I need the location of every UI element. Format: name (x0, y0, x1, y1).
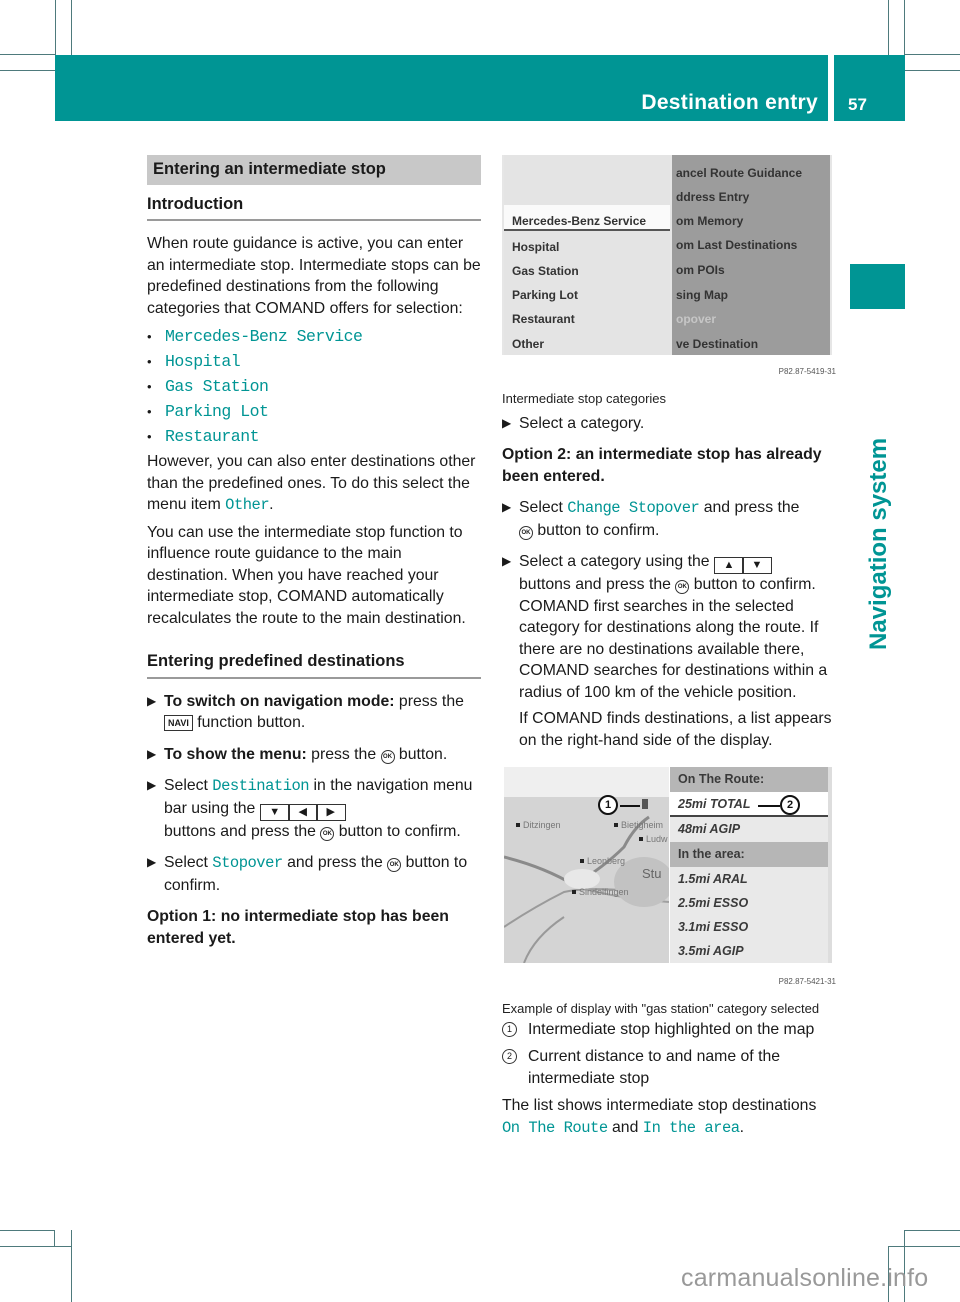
map-place-label: Ditzingen (516, 815, 561, 837)
navi-key-icon: NAVI (164, 715, 193, 731)
page-number-box (834, 55, 905, 121)
down-key-icon: ▼ (742, 557, 772, 574)
step-navigation-mode: ▶ To switch on navigation mode: press the NAVI function button. (147, 692, 464, 731)
category-item: Parking Lot (165, 402, 269, 421)
screen-menu-item: opover (676, 312, 717, 326)
menu-item-on-the-route: On The Route (502, 1118, 608, 1137)
ok-button-icon: OK (675, 580, 689, 594)
step-arrow-icon: ▶ (147, 855, 157, 869)
step-arrow-icon: ▶ (502, 500, 512, 514)
use-paragraph: You can use the intermediate stop function to influence route guidance to the main destination. When you have reached your intermediate stop, COMAND automatically recalculates the route to the main destination. (147, 523, 466, 627)
section-heading: Entering an intermediate stop (147, 155, 481, 185)
screen-menu-item: ve Destination (676, 337, 759, 351)
map-place-label: Leonberg (580, 851, 625, 873)
legend-item: 2 Current distance to and name of the intermediate stop (502, 1046, 836, 1089)
closing-paragraph: The list shows intermediate stop destinations On The Route and In the area. (502, 1097, 817, 1137)
chapter-tab (850, 320, 905, 660)
list-item: 2.5mi ESSO (678, 896, 749, 910)
menu-item-change-stopover: Change Stopover (567, 499, 700, 517)
list-item (147, 424, 481, 449)
up-key-icon: ▲ (714, 557, 744, 574)
figure-caption: Intermediate stop categories (502, 390, 667, 406)
menu-item-in-the-area: In the area (642, 1118, 740, 1137)
screen-menu-item: Gas Station (512, 264, 579, 278)
header-bar (55, 55, 828, 121)
down-key-icon: ▼ (260, 804, 290, 821)
screen-menu-item: Other (512, 337, 545, 351)
screen-menu-item: Restaurant (512, 312, 575, 326)
list-item (147, 349, 481, 374)
callout-number-icon: 2 (502, 1049, 517, 1064)
category-list (147, 324, 481, 449)
step-select-destination: ▶ Select Destination in the navigation menu bar using the ▼ ◀ ▶ buttons and press the OK button to confirm. (147, 777, 473, 840)
menu-item-other: Other (225, 496, 270, 514)
screen-menu-item: om POIs (676, 263, 725, 277)
step-arrow-icon: ▶ (147, 746, 157, 761)
stop-marker-icon (642, 799, 648, 809)
map-view (504, 767, 669, 963)
page-number: 57 (848, 95, 867, 114)
map-place-label: Sindelfingen (572, 882, 629, 904)
callout-number-icon: 1 (502, 1022, 517, 1037)
step-arrow-icon: ▶ (502, 554, 512, 568)
step-category-keys: ▶ Select a category using the ▲ ▼ buttons and press the OK button to confirm. COMAND first searches in the selected category for destinations along the route. If there are no destinations available there, COMAND searches for destinations within a radius of 100 km of the vehicle position. If COMAND finds destinations, a list appears on the right-hand side of the display. (502, 551, 836, 751)
option2-heading: Option 2: an intermediate stop has already been entered. (502, 446, 822, 485)
step-arrow-icon: ▶ (502, 415, 512, 430)
list-header-on-route: On The Route: (670, 767, 828, 792)
destination-menu-panel (672, 155, 830, 355)
step-change-stopover: ▶ Select Change Stopover and press the OK button to confirm. (502, 499, 800, 539)
map-place-label: Ludw (639, 829, 668, 851)
list-item: 3.5mi AGIP (678, 944, 744, 958)
chapter-tab-marker (850, 264, 905, 309)
figure-code: P82.87-5421-31 (778, 977, 836, 986)
crop-mark (0, 1246, 72, 1302)
callout-line (758, 805, 780, 807)
callout-line (620, 805, 640, 807)
list-detail: If COMAND finds destinations, a list appears on the right-hand side of the display. (519, 710, 832, 749)
list-item: 48mi AGIP (678, 822, 741, 836)
screen-menu-item: om Memory (676, 214, 744, 228)
category-item: Hospital (165, 352, 241, 371)
list-item: 1.5mi ARAL (678, 872, 748, 886)
section-title: Destination entry (641, 91, 818, 114)
list-item: 3.1mi ESSO (678, 920, 749, 934)
screen-menu-item: sing Map (676, 288, 729, 302)
left-key-icon: ◀ (288, 804, 318, 821)
other-paragraph: However, you can also enter destinations other than the predefined ones. To do this select the menu item Other. (147, 453, 476, 514)
screen-menu-item: Parking Lot (512, 288, 579, 302)
right-key-icon: ▶ (316, 804, 346, 821)
crop-mark (888, 0, 905, 55)
step-show-menu: ▶ To show the menu: press the OK button. (147, 744, 481, 766)
screen-menu-item: Mercedes-Benz Service (512, 214, 647, 228)
map-place-label: Bietigheim (614, 815, 663, 837)
list-item (147, 324, 481, 349)
ok-button-icon: OK (381, 750, 395, 764)
screen-menu-item: ddress Entry (676, 190, 750, 204)
figure-code: P82.87-5419-31 (778, 367, 836, 376)
figure-stop-categories (502, 155, 832, 355)
list-item (147, 399, 481, 424)
list-scrollbar (828, 767, 832, 963)
step-select-category: ▶ Select a category. (502, 413, 836, 435)
category-item: Gas Station (165, 377, 269, 396)
menu-item-stopover: Stopover (212, 854, 283, 872)
right-column (502, 155, 836, 1144)
callout-1: 1 (598, 795, 618, 815)
step-arrow-icon: ▶ (147, 778, 157, 792)
ok-button-icon: OK (320, 827, 334, 841)
category-item: Restaurant (165, 427, 260, 446)
list-header-in-area: In the area: (670, 842, 828, 867)
chapter-label: Navigation system (864, 437, 892, 650)
screen-menu-item: om Last Destinations (676, 238, 798, 252)
results-list (670, 767, 828, 963)
screen-menu-item: Hospital (512, 240, 560, 254)
crop-mark (55, 0, 72, 55)
watermark: carmanualsonline.info (681, 1264, 929, 1292)
map-place-label: Stu (642, 866, 662, 881)
figure-caption: Example of display with "gas station" category selected (502, 1000, 820, 1016)
intro-paragraph: When route guidance is active, you can enter an intermediate stop. Intermediate stops can be predefined destinations from the following categories that COMAND offers for selection: (147, 235, 481, 317)
list-item (147, 374, 481, 399)
callout-2: 2 (780, 795, 800, 815)
intro-heading: Introduction (147, 194, 481, 222)
figure-gas-station-results (502, 765, 832, 965)
step-select-stopover: ▶ Select Stopover and press the OK button to confirm. (147, 854, 468, 894)
ok-button-icon: OK (519, 526, 533, 540)
crop-mark (0, 1230, 55, 1247)
crop-mark (905, 54, 960, 71)
menu-item-destination: Destination (212, 777, 310, 795)
option1-heading: Option 1: no intermediate stop has been entered yet. (147, 908, 449, 947)
list-item-selected: 25mi TOTAL (670, 792, 828, 817)
crop-mark (0, 54, 55, 71)
category-item: Mercedes-Benz Service (165, 327, 363, 346)
step-arrow-icon: ▶ (147, 693, 157, 708)
left-column (147, 155, 481, 959)
screen-menu-item: ancel Route Guidance (676, 166, 803, 180)
search-detail: COMAND first searches in the selected category for destinations along the route. If there are no destinations available there, COMAND searches for destinations within a radius of 100 km of the vehicle position. (519, 597, 828, 701)
legend-item: 1 Intermediate stop highlighted on the map (502, 1019, 836, 1041)
ok-button-icon: OK (387, 858, 401, 872)
predefined-heading: Entering predefined destinations (147, 651, 481, 679)
